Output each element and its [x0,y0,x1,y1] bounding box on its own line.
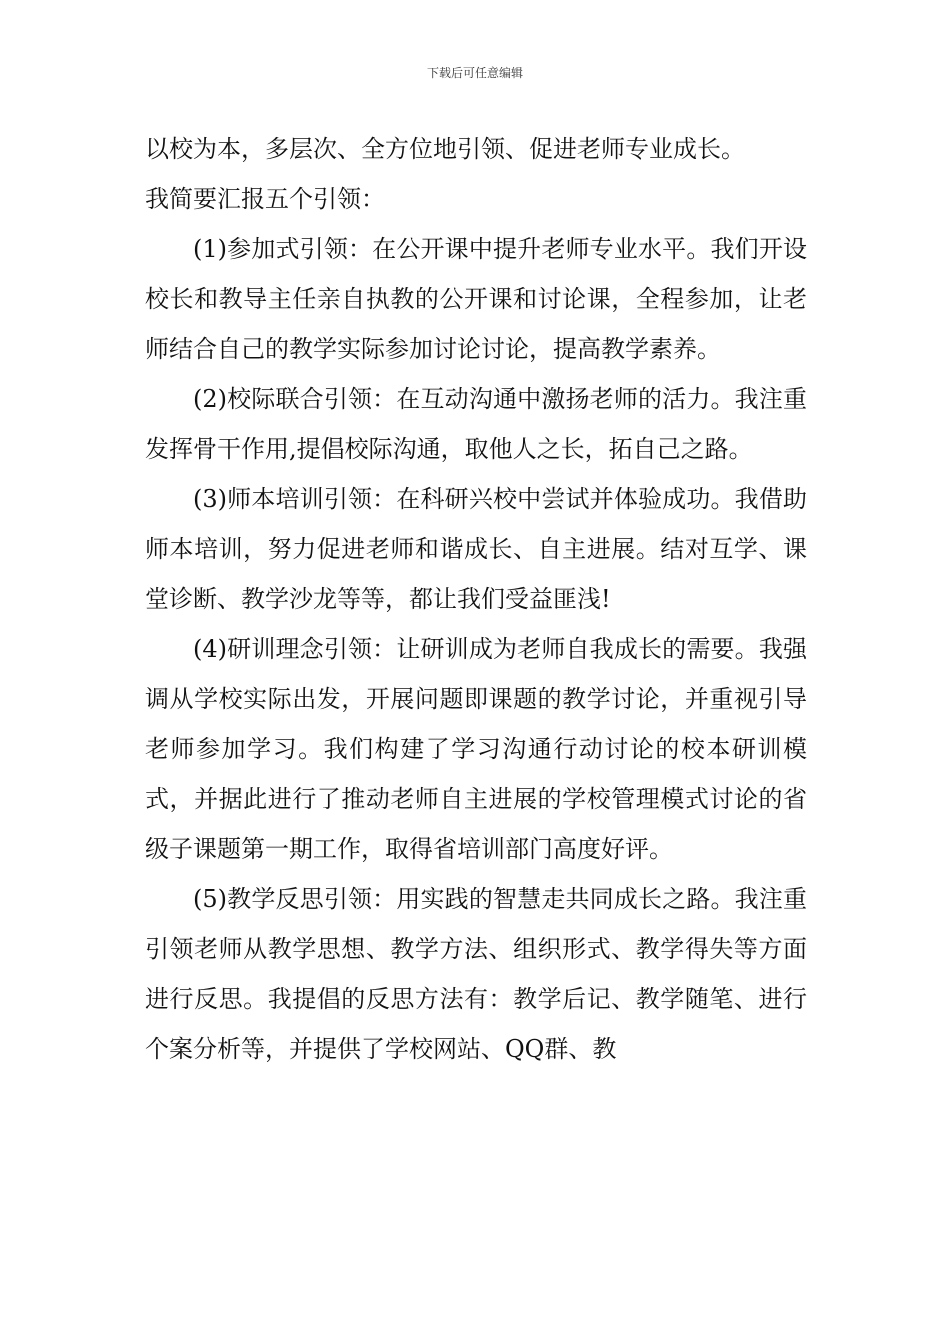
page-header: 下载后可任意编辑 [426,66,523,80]
paragraph: (1)参加式引领：在公开课中提升老师专业水平。我们开设校长和教导主任亲自执教的公开课和讨论课，全程参加，让老师结合自己的教学实际参加讨论讨论，提高教学素养。 [145,235,807,363]
paragraph: (2)校际联合引领：在互动沟通中激扬老师的活力。我注重发挥骨干作用,提倡校际沟通，取他人之长，拓自己之路。 [145,385,807,463]
paragraph: 以校为本，多层次、全方位地引领、促进老师专业成长。 [145,135,745,163]
paragraph: (3)师本培训引领：在科研兴校中尝试并体验成功。我借助师本培训，努力促进老师和谐成长、自主进展。结对互学、课堂诊断、教学沙龙等等，都让我们受益匪浅! [145,485,807,613]
paragraph: (5)教学反思引领：用实践的智慧走共同成长之路。我注重引领老师从教学思想、教学方法、组织形式、教学得失等方面进行反思。我提倡的反思方法有：教学后记、教学随笔、进行个案分析等，并提供了学校网站、QQ群、教 [145,885,807,1063]
paragraph: 我简要汇报五个引领： [145,185,385,213]
paragraph: (4)研训理念引领：让研训成为老师自我成长的需要。我强调从学校实际出发，开展问题即课题的教学讨论，并重视引导老师参加学习。我们构建了学习沟通行动讨论的校本研训模式，并据此进行了推动老师自主进展的学校管理模式讨论的省级子课题第一期工作，取得省培训部门高度好评。 [145,635,807,863]
document-body [145,124,807,1074]
